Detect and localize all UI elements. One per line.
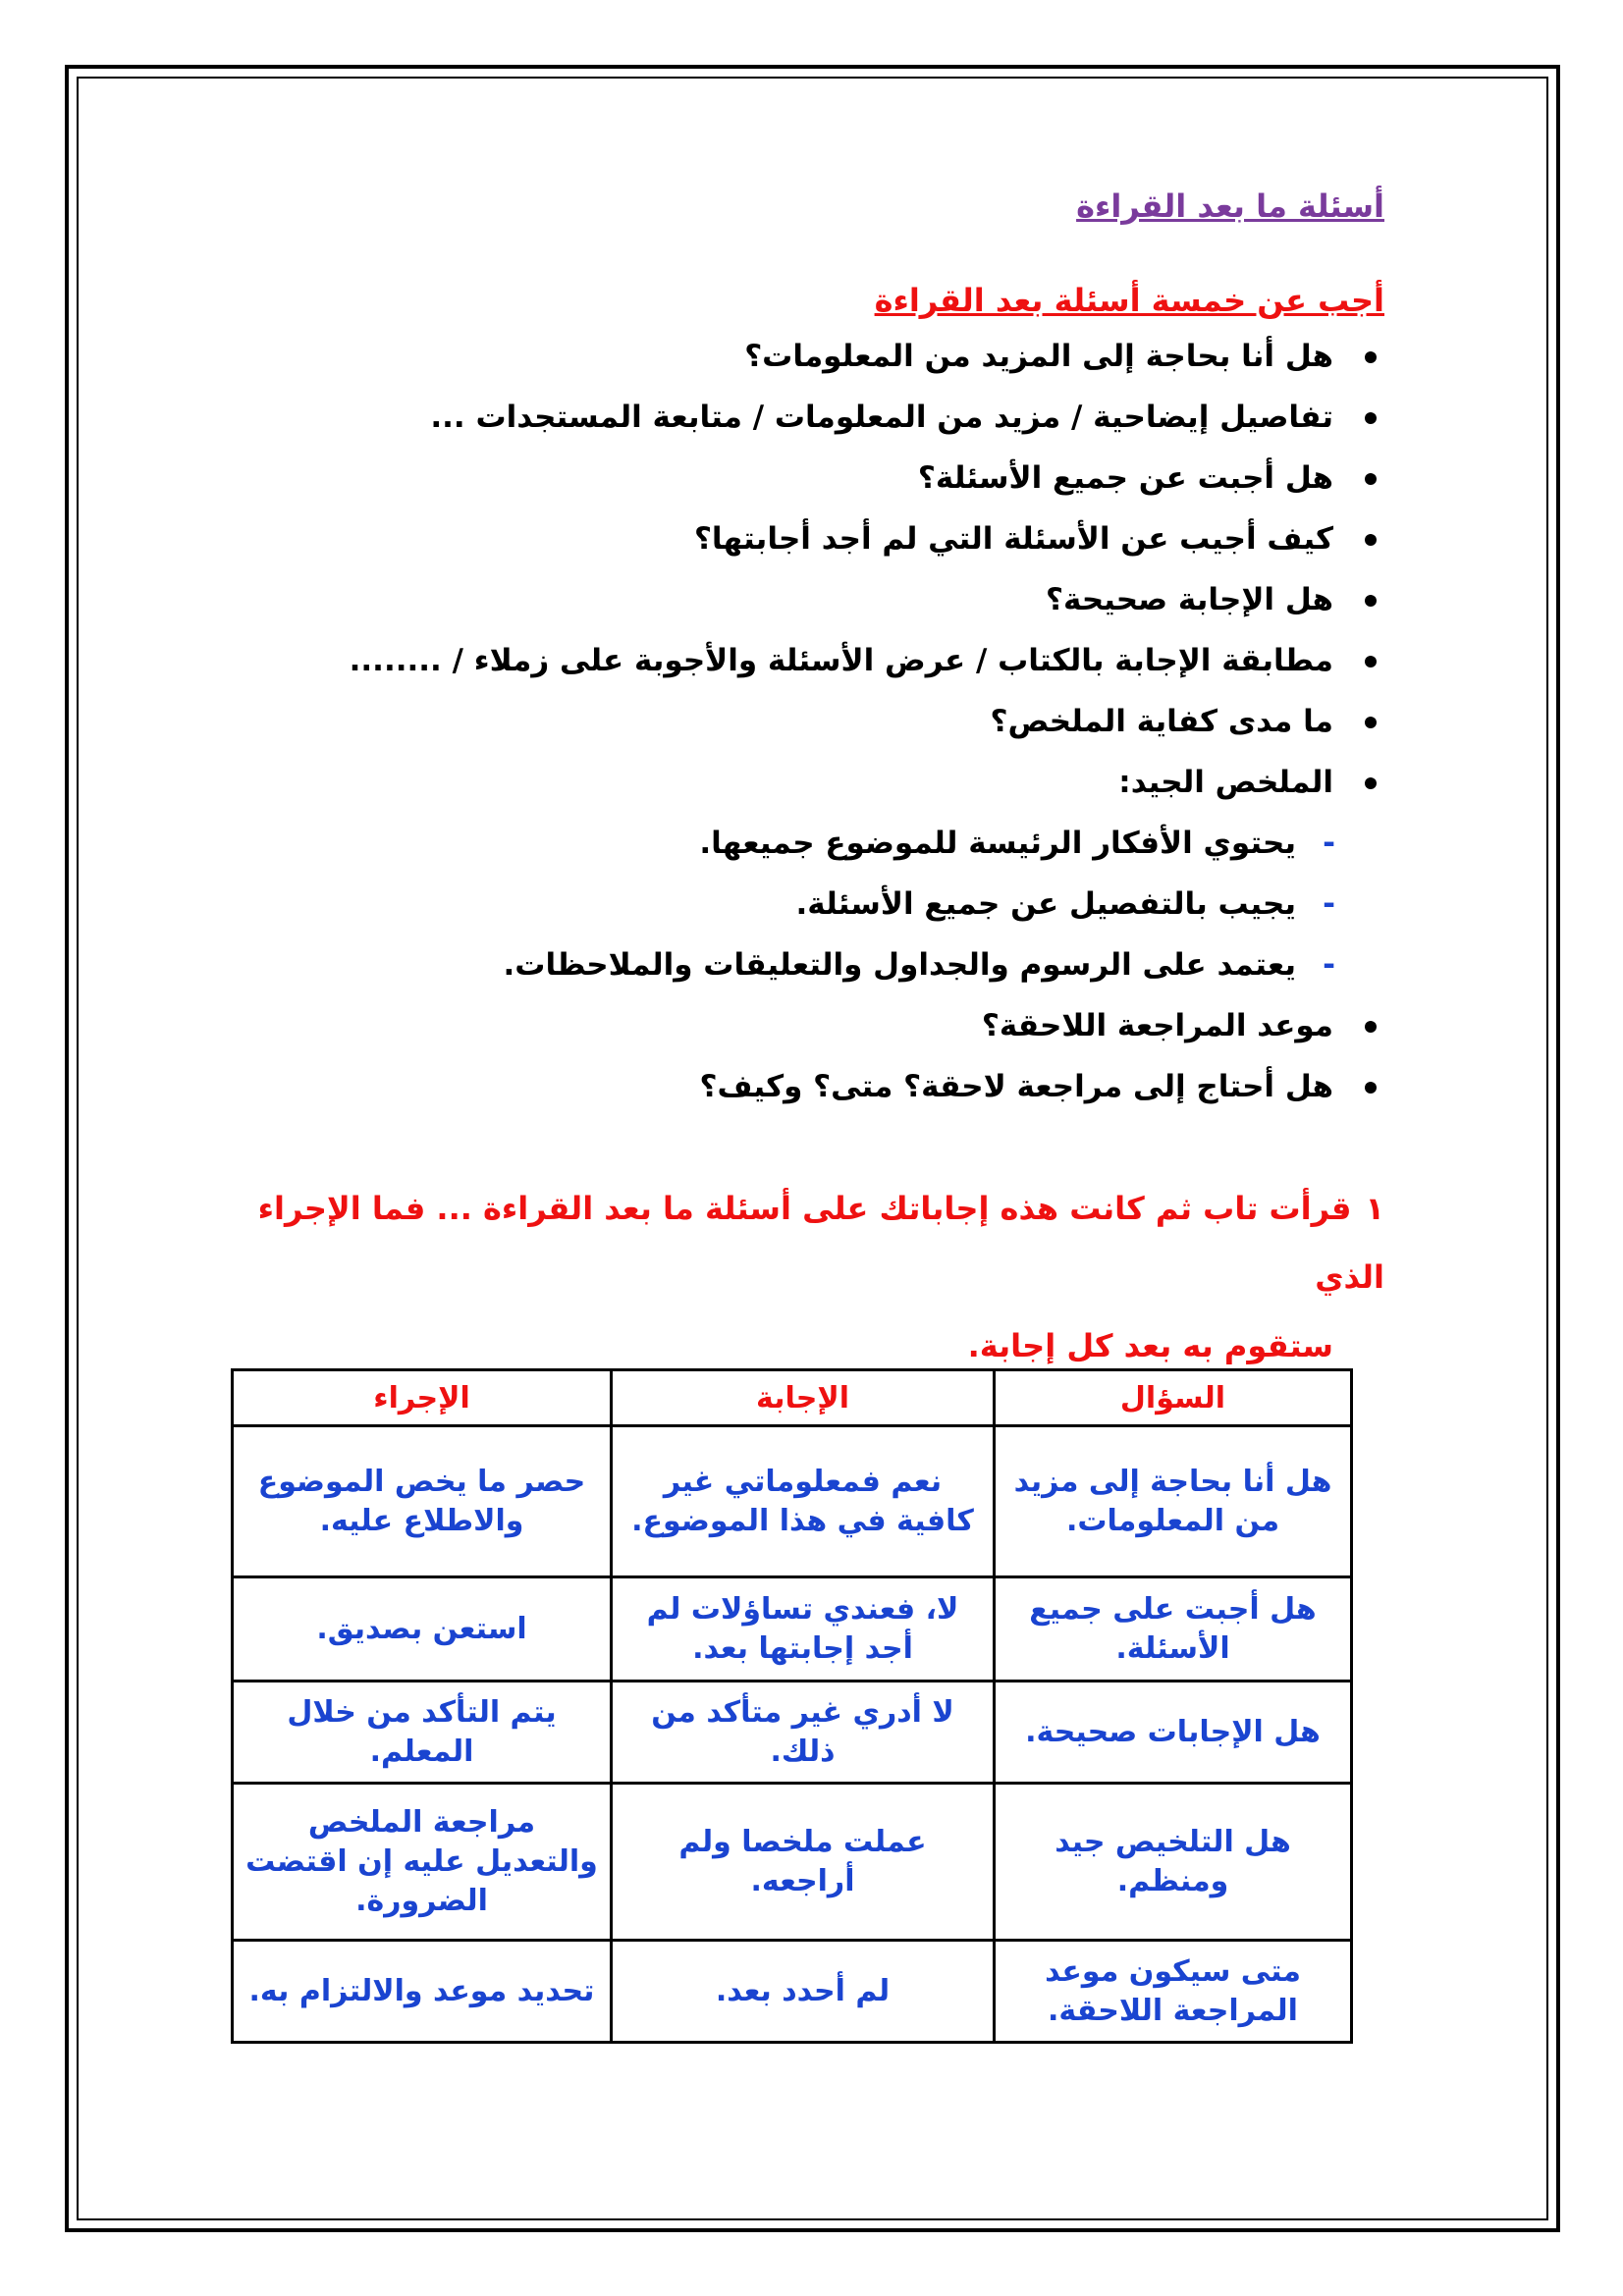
- table-cell: حصر ما يخص الموضوع والاطلاع عليه.: [233, 1426, 612, 1577]
- list-item: هل الإجابة صحيحة؟: [196, 569, 1384, 630]
- list-item: هل أنا بحاجة إلى المزيد من المعلومات؟: [196, 326, 1384, 387]
- exercise-line-2: ستقوم به بعد كل إجابة.: [967, 1327, 1333, 1365]
- section-heading: أجب عن خمسة أسئلة بعد القراءة: [874, 281, 1384, 319]
- table-cell: تحديد موعد والالتزام به.: [233, 1941, 612, 2043]
- list-item: الملخص الجيد:: [196, 752, 1384, 813]
- bullet-icon: [1365, 717, 1377, 728]
- table-cell: نعم فمعلوماتي غير كافية في هذا الموضوع.: [612, 1426, 995, 1577]
- answers-table: [231, 1368, 1353, 2044]
- table-cell: هل التلخيص جيد ومنظم.: [995, 1784, 1352, 1941]
- dash-icon: -: [1323, 947, 1335, 984]
- sub-list-item: - يحتوي الأفكار الرئيسة للموضوع جميعها.: [196, 813, 1384, 874]
- document-body: [196, 187, 1384, 1380]
- table-cell: لا أدري غير متأكد من ذلك.: [612, 1682, 995, 1784]
- table-cell: هل أنا بحاجة إلى مزيد من المعلومات.: [995, 1426, 1352, 1577]
- list-item: تفاصيل إيضاحية / مزيد من المعلومات / متابعة المستجدات ...: [196, 387, 1384, 448]
- dash-icon: -: [1323, 826, 1335, 862]
- exercise-line-1: قرأت تاب ثم كانت هذه إجاباتك على أسئلة ما بعد القراءة ... فما الإجراء الذي: [257, 1190, 1384, 1297]
- list-item: كيف أجيب عن الأسئلة التي لم أجد أجابتها؟: [196, 508, 1384, 569]
- question-list: [196, 326, 1384, 813]
- list-item: هل أجبت عن جميع الأسئلة؟: [196, 448, 1384, 508]
- bullet-icon: [1365, 351, 1377, 363]
- table-row: [233, 1941, 1352, 2043]
- column-header-action: الإجراء: [233, 1370, 612, 1426]
- table-cell: لا، فعندي تساؤلات لم أجد إجابتها بعد.: [612, 1577, 995, 1682]
- table-cell: هل أجبت على جميع الأسئلة.: [995, 1577, 1352, 1682]
- column-header-question: السؤال: [995, 1370, 1352, 1426]
- column-header-answer: الإجابة: [612, 1370, 995, 1426]
- table-header-row: [233, 1370, 1352, 1426]
- dash-icon: -: [1323, 886, 1335, 923]
- list-item: هل أحتاج إلى مراجعة لاحقة؟ متى؟ وكيف؟: [196, 1056, 1384, 1117]
- sub-list-item: - يجيب بالتفصيل عن جميع الأسئلة.: [196, 874, 1384, 934]
- summary-criteria-list: [196, 813, 1384, 995]
- table-row: [233, 1577, 1352, 1682]
- table-cell: هل الإجابات صحيحة.: [995, 1682, 1352, 1784]
- list-item: موعد المراجعة اللاحقة؟: [196, 995, 1384, 1056]
- bullet-icon: [1365, 777, 1377, 789]
- sub-list-item: - يعتمد على الرسوم والجداول والتعليقات والملاحظات.: [196, 934, 1384, 995]
- table-row: [233, 1682, 1352, 1784]
- exercise-number: ١: [1365, 1190, 1384, 1228]
- table-row: [233, 1784, 1352, 1941]
- page-title: أسئلة ما بعد القراءة: [1076, 187, 1384, 225]
- bullet-icon: [1365, 534, 1377, 546]
- table-cell: مراجعة الملخص والتعديل عليه إن اقتضت الضرورة.: [233, 1784, 612, 1941]
- table-cell: يتم التأكد من خلال المعلم.: [233, 1682, 612, 1784]
- table-cell: عملت ملخصا ولم أراجعه.: [612, 1784, 995, 1941]
- bullet-icon: [1365, 1082, 1377, 1094]
- table-row: [233, 1426, 1352, 1577]
- bullet-icon: [1365, 1021, 1377, 1033]
- table-cell: لم أحدد بعد.: [612, 1941, 995, 2043]
- list-item: مطابقة الإجابة بالكتاب / عرض الأسئلة والأجوبة على زملاء / ........: [196, 630, 1384, 691]
- table-cell: متى سيكون موعد المراجعة اللاحقة.: [995, 1941, 1352, 2043]
- bullet-icon: [1365, 412, 1377, 424]
- question-list-continued: [196, 995, 1384, 1117]
- bullet-icon: [1365, 473, 1377, 485]
- exercise-prompt: [196, 1174, 1384, 1380]
- bullet-icon: [1365, 595, 1377, 607]
- bullet-icon: [1365, 656, 1377, 667]
- table-cell: استعن بصديق.: [233, 1577, 612, 1682]
- list-item: ما مدى كفاية الملخص؟: [196, 691, 1384, 752]
